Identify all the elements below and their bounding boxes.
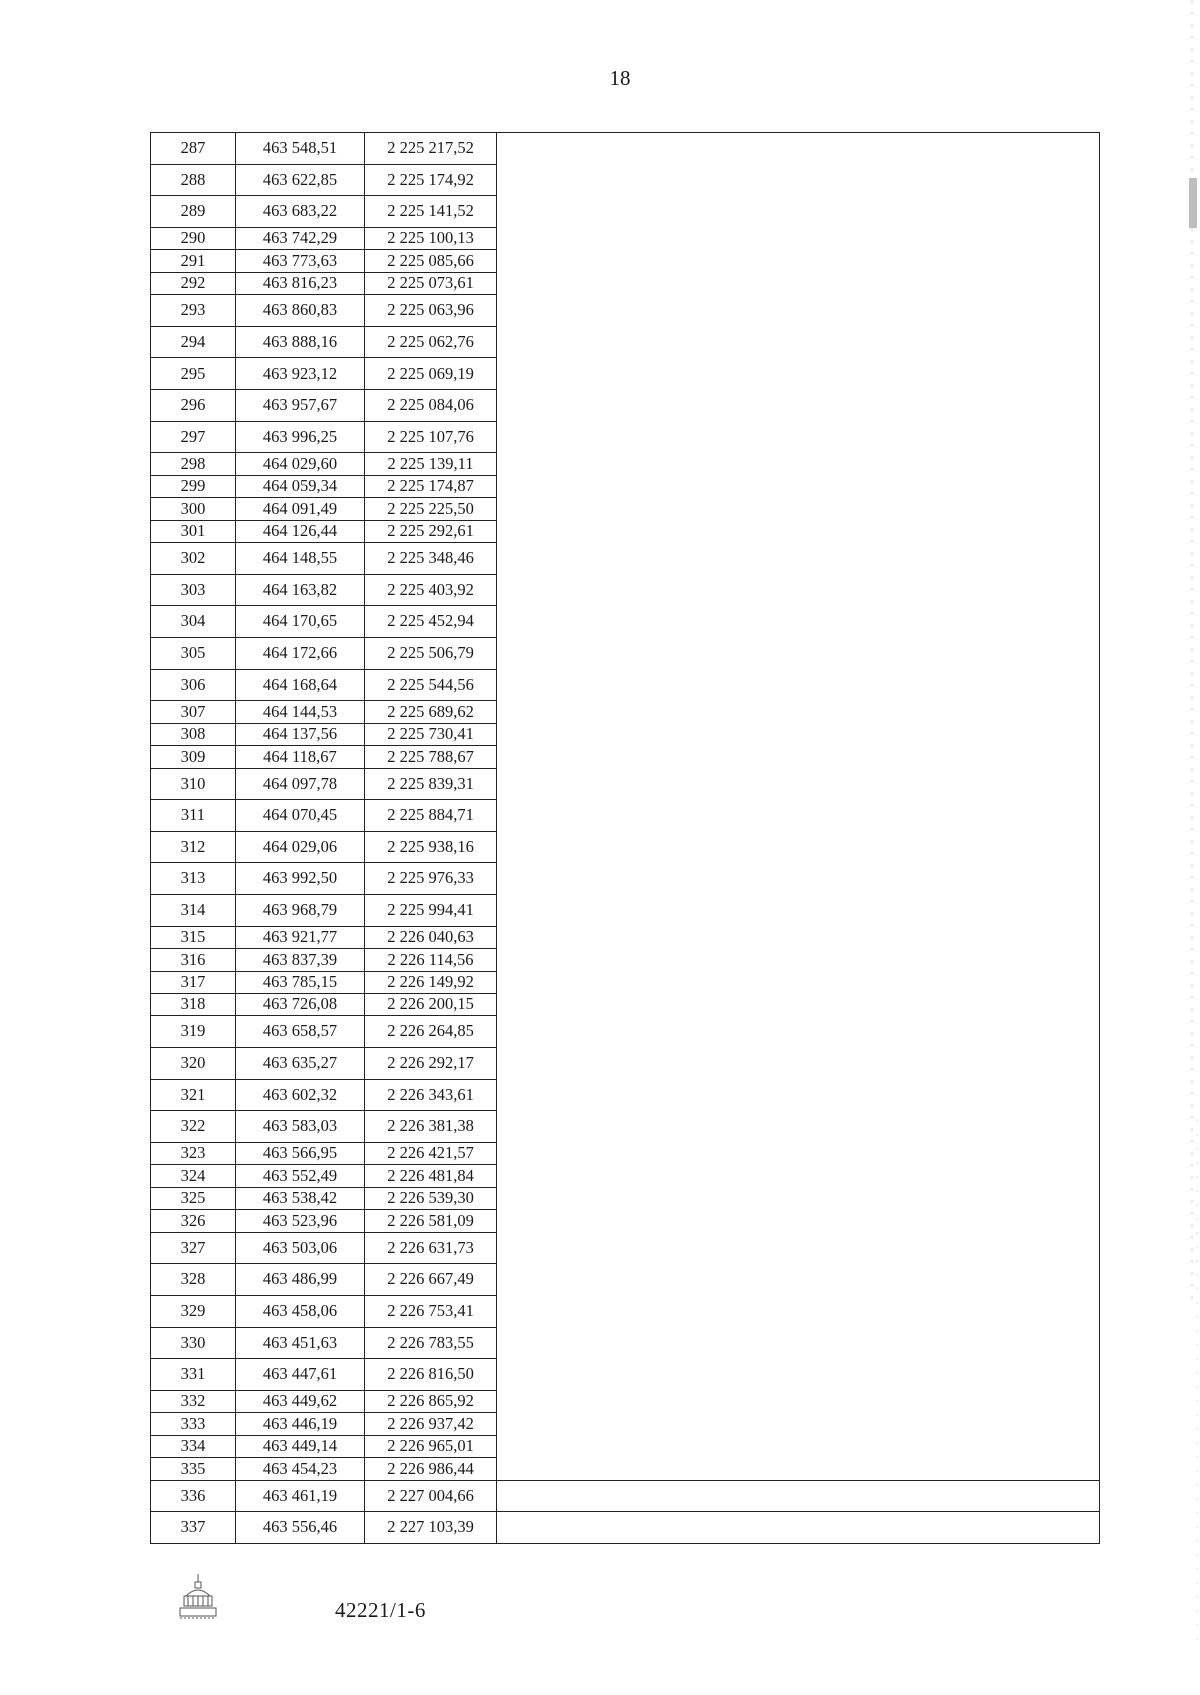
x-coordinate-cell: 463 860,83	[236, 295, 365, 327]
y-coordinate-cell: 2 226 667,49	[365, 1264, 497, 1296]
y-coordinate-cell: 2 226 481,84	[365, 1165, 497, 1187]
point-number-cell: 304	[151, 606, 236, 638]
x-coordinate-cell: 464 163,82	[236, 574, 365, 606]
table-row	[151, 1512, 1100, 1544]
point-number-cell: 312	[151, 831, 236, 863]
page-number: 18	[609, 66, 631, 90]
y-coordinate-cell: 2 226 149,92	[365, 971, 497, 993]
x-coordinate-cell: 463 566,95	[236, 1142, 365, 1164]
x-coordinate-cell: 464 126,44	[236, 520, 365, 542]
x-coordinate-cell: 463 552,49	[236, 1165, 365, 1187]
point-number-cell: 307	[151, 701, 236, 723]
point-number-cell: 329	[151, 1295, 236, 1327]
point-number-cell: 302	[151, 543, 236, 575]
x-coordinate-cell: 463 921,77	[236, 926, 365, 948]
x-coordinate-cell: 463 548,51	[236, 133, 365, 165]
y-coordinate-cell: 2 225 073,61	[365, 272, 497, 294]
point-number-cell: 316	[151, 949, 236, 971]
x-coordinate-cell: 463 454,23	[236, 1458, 365, 1480]
point-number-cell: 287	[151, 133, 236, 165]
point-number-cell: 336	[151, 1480, 236, 1512]
y-coordinate-cell: 2 226 114,56	[365, 949, 497, 971]
y-coordinate-cell: 2 225 085,66	[365, 250, 497, 272]
y-coordinate-cell: 2 225 107,76	[365, 421, 497, 453]
point-number-cell: 295	[151, 358, 236, 390]
point-number-cell: 321	[151, 1079, 236, 1111]
x-coordinate-cell: 463 451,63	[236, 1327, 365, 1359]
point-number-cell: 325	[151, 1187, 236, 1209]
point-number-cell: 311	[151, 800, 236, 832]
x-coordinate-cell: 463 449,62	[236, 1390, 365, 1412]
point-number-cell: 303	[151, 574, 236, 606]
x-coordinate-cell: 463 773,63	[236, 250, 365, 272]
x-coordinate-cell: 463 837,39	[236, 949, 365, 971]
y-coordinate-cell: 2 226 381,38	[365, 1111, 497, 1143]
point-number-cell: 322	[151, 1111, 236, 1143]
point-number-cell: 319	[151, 1016, 236, 1048]
x-coordinate-cell: 464 168,64	[236, 669, 365, 701]
y-coordinate-cell: 2 226 937,42	[365, 1413, 497, 1435]
coordinates-table-body	[151, 133, 1100, 1544]
point-number-cell: 317	[151, 971, 236, 993]
y-coordinate-cell: 2 226 539,30	[365, 1187, 497, 1209]
point-number-cell: 318	[151, 993, 236, 1015]
table-row	[151, 1480, 1100, 1512]
point-number-cell: 334	[151, 1435, 236, 1457]
scan-margin-marks	[1170, 0, 1200, 1695]
x-coordinate-cell: 463 446,19	[236, 1413, 365, 1435]
x-coordinate-cell: 464 059,34	[236, 475, 365, 497]
x-coordinate-cell: 463 923,12	[236, 358, 365, 390]
x-coordinate-cell: 464 148,55	[236, 543, 365, 575]
y-coordinate-cell: 2 225 884,71	[365, 800, 497, 832]
y-coordinate-cell: 2 225 069,19	[365, 358, 497, 390]
point-number-cell: 308	[151, 723, 236, 745]
y-coordinate-cell: 2 225 730,41	[365, 723, 497, 745]
point-number-cell: 297	[151, 421, 236, 453]
x-coordinate-cell: 464 091,49	[236, 498, 365, 520]
x-coordinate-cell: 463 458,06	[236, 1295, 365, 1327]
point-number-cell: 294	[151, 326, 236, 358]
y-coordinate-cell: 2 225 174,87	[365, 475, 497, 497]
x-coordinate-cell: 463 449,14	[236, 1435, 365, 1457]
point-number-cell: 337	[151, 1512, 236, 1544]
y-coordinate-cell: 2 226 421,57	[365, 1142, 497, 1164]
x-coordinate-cell: 464 070,45	[236, 800, 365, 832]
y-coordinate-cell: 2 226 965,01	[365, 1435, 497, 1457]
point-number-cell: 328	[151, 1264, 236, 1296]
y-coordinate-cell: 2 225 141,52	[365, 196, 497, 228]
x-coordinate-cell: 463 447,61	[236, 1359, 365, 1391]
empty-column-cell	[497, 133, 1100, 1481]
table-row	[151, 133, 1100, 165]
x-coordinate-cell: 463 602,32	[236, 1079, 365, 1111]
point-number-cell: 335	[151, 1458, 236, 1480]
point-number-cell: 301	[151, 520, 236, 542]
y-coordinate-cell: 2 226 200,15	[365, 993, 497, 1015]
point-number-cell: 310	[151, 768, 236, 800]
y-coordinate-cell: 2 225 225,50	[365, 498, 497, 520]
y-coordinate-cell: 2 227 103,39	[365, 1512, 497, 1544]
y-coordinate-cell: 2 225 348,46	[365, 543, 497, 575]
y-coordinate-cell: 2 225 403,92	[365, 574, 497, 606]
y-coordinate-cell: 2 225 139,11	[365, 453, 497, 475]
y-coordinate-cell: 2 225 100,13	[365, 227, 497, 249]
y-coordinate-cell: 2 225 292,61	[365, 520, 497, 542]
point-number-cell: 305	[151, 637, 236, 669]
y-coordinate-cell: 2 225 788,67	[365, 746, 497, 768]
x-coordinate-cell: 463 523,96	[236, 1210, 365, 1232]
y-coordinate-cell: 2 226 865,92	[365, 1390, 497, 1412]
y-coordinate-cell: 2 226 292,17	[365, 1048, 497, 1080]
x-coordinate-cell: 463 957,67	[236, 390, 365, 422]
point-number-cell: 330	[151, 1327, 236, 1359]
point-number-cell: 333	[151, 1413, 236, 1435]
point-number-cell: 298	[151, 453, 236, 475]
y-coordinate-cell: 2 225 452,94	[365, 606, 497, 638]
y-coordinate-cell: 2 226 816,50	[365, 1359, 497, 1391]
x-coordinate-cell: 464 097,78	[236, 768, 365, 800]
x-coordinate-cell: 463 785,15	[236, 971, 365, 993]
point-number-cell: 327	[151, 1232, 236, 1264]
y-coordinate-cell: 2 225 062,76	[365, 326, 497, 358]
x-coordinate-cell: 463 968,79	[236, 895, 365, 927]
x-coordinate-cell: 463 583,03	[236, 1111, 365, 1143]
x-coordinate-cell: 464 029,06	[236, 831, 365, 863]
x-coordinate-cell: 464 144,53	[236, 701, 365, 723]
y-coordinate-cell: 2 226 581,09	[365, 1210, 497, 1232]
x-coordinate-cell: 463 726,08	[236, 993, 365, 1015]
x-coordinate-cell: 463 503,06	[236, 1232, 365, 1264]
x-coordinate-cell: 463 538,42	[236, 1187, 365, 1209]
point-number-cell: 332	[151, 1390, 236, 1412]
x-coordinate-cell: 463 742,29	[236, 227, 365, 249]
y-coordinate-cell: 2 225 063,96	[365, 295, 497, 327]
point-number-cell: 300	[151, 498, 236, 520]
y-coordinate-cell: 2 225 994,41	[365, 895, 497, 927]
x-coordinate-cell: 464 137,56	[236, 723, 365, 745]
y-coordinate-cell: 2 225 689,62	[365, 701, 497, 723]
y-coordinate-cell: 2 225 976,33	[365, 863, 497, 895]
x-coordinate-cell: 463 486,99	[236, 1264, 365, 1296]
x-coordinate-cell: 463 992,50	[236, 863, 365, 895]
x-coordinate-cell: 464 118,67	[236, 746, 365, 768]
y-coordinate-cell: 2 225 938,16	[365, 831, 497, 863]
x-coordinate-cell: 463 556,46	[236, 1512, 365, 1544]
point-number-cell: 291	[151, 250, 236, 272]
x-coordinate-cell: 464 170,65	[236, 606, 365, 638]
point-number-cell: 324	[151, 1165, 236, 1187]
point-number-cell: 288	[151, 164, 236, 196]
document-code: 42221/1-6	[335, 1598, 426, 1622]
y-coordinate-cell: 2 225 084,06	[365, 390, 497, 422]
y-coordinate-cell: 2 225 839,31	[365, 768, 497, 800]
point-number-cell: 290	[151, 227, 236, 249]
point-number-cell: 299	[151, 475, 236, 497]
y-coordinate-cell: 2 225 217,52	[365, 133, 497, 165]
point-number-cell: 315	[151, 926, 236, 948]
point-number-cell: 320	[151, 1048, 236, 1080]
y-coordinate-cell: 2 226 631,73	[365, 1232, 497, 1264]
point-number-cell: 314	[151, 895, 236, 927]
point-number-cell: 292	[151, 272, 236, 294]
point-number-cell: 289	[151, 196, 236, 228]
x-coordinate-cell: 463 816,23	[236, 272, 365, 294]
x-coordinate-cell: 464 172,66	[236, 637, 365, 669]
y-coordinate-cell: 2 225 506,79	[365, 637, 497, 669]
x-coordinate-cell: 463 888,16	[236, 326, 365, 358]
y-coordinate-cell: 2 225 544,56	[365, 669, 497, 701]
coordinates-table	[150, 132, 1100, 1544]
x-coordinate-cell: 463 622,85	[236, 164, 365, 196]
empty-column-cell	[497, 1512, 1100, 1544]
empty-column-cell	[497, 1480, 1100, 1512]
x-coordinate-cell: 463 658,57	[236, 1016, 365, 1048]
point-number-cell: 293	[151, 295, 236, 327]
y-coordinate-cell: 2 226 264,85	[365, 1016, 497, 1048]
point-number-cell: 306	[151, 669, 236, 701]
point-number-cell: 323	[151, 1142, 236, 1164]
stamp-emblem-icon	[176, 1572, 220, 1620]
x-coordinate-cell: 463 683,22	[236, 196, 365, 228]
point-number-cell: 331	[151, 1359, 236, 1391]
point-number-cell: 309	[151, 746, 236, 768]
y-coordinate-cell: 2 226 753,41	[365, 1295, 497, 1327]
x-coordinate-cell: 463 635,27	[236, 1048, 365, 1080]
x-coordinate-cell: 464 029,60	[236, 453, 365, 475]
y-coordinate-cell: 2 226 986,44	[365, 1458, 497, 1480]
y-coordinate-cell: 2 227 004,66	[365, 1480, 497, 1512]
y-coordinate-cell: 2 226 343,61	[365, 1079, 497, 1111]
point-number-cell: 326	[151, 1210, 236, 1232]
x-coordinate-cell: 463 996,25	[236, 421, 365, 453]
point-number-cell: 313	[151, 863, 236, 895]
point-number-cell: 296	[151, 390, 236, 422]
y-coordinate-cell: 2 226 040,63	[365, 926, 497, 948]
y-coordinate-cell: 2 226 783,55	[365, 1327, 497, 1359]
x-coordinate-cell: 463 461,19	[236, 1480, 365, 1512]
y-coordinate-cell: 2 225 174,92	[365, 164, 497, 196]
